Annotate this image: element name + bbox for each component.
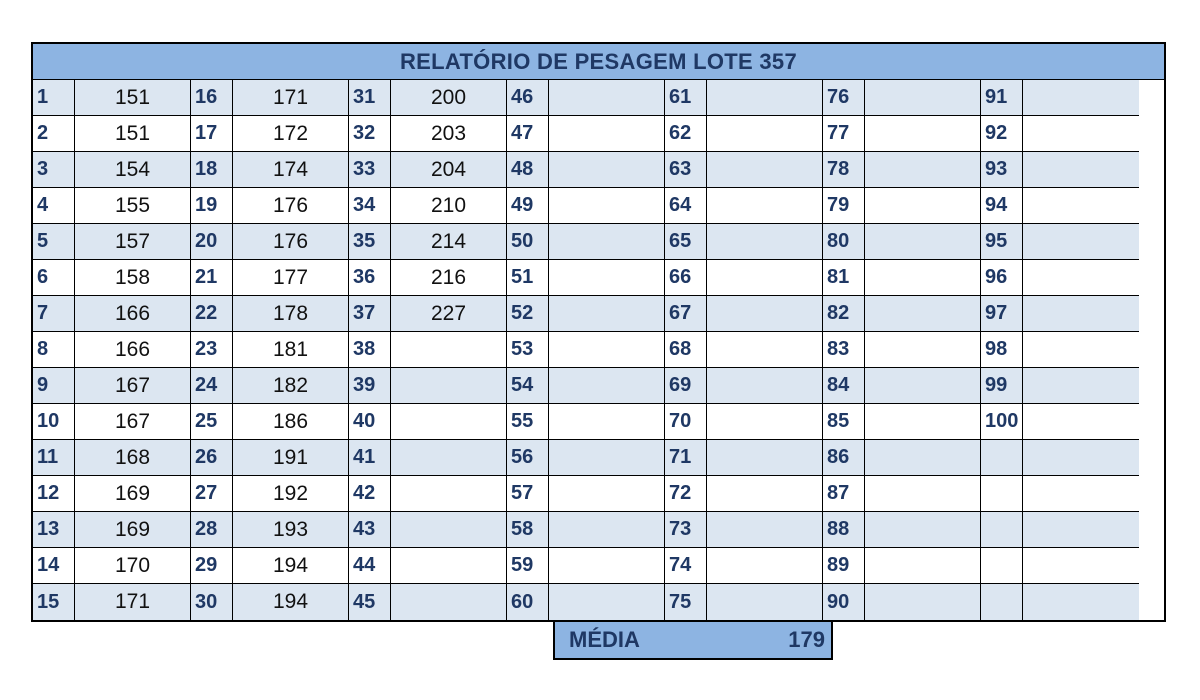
item-number <box>981 476 1023 512</box>
item-weight <box>1023 368 1139 404</box>
item-number: 79 <box>823 188 865 224</box>
item-number <box>981 548 1023 584</box>
item-weight: 204 <box>391 152 507 188</box>
item-weight <box>865 548 981 584</box>
item-weight: 174 <box>233 152 349 188</box>
item-weight <box>865 584 981 620</box>
item-weight <box>391 584 507 620</box>
weighing-report <box>31 42 1166 622</box>
item-number: 13 <box>33 512 75 548</box>
item-weight <box>391 548 507 584</box>
item-weight: 193 <box>233 512 349 548</box>
item-number: 27 <box>191 476 233 512</box>
item-number: 42 <box>349 476 391 512</box>
item-number: 31 <box>349 80 391 116</box>
item-weight: 170 <box>75 548 191 584</box>
item-number: 48 <box>507 152 549 188</box>
item-weight <box>549 224 665 260</box>
item-number: 16 <box>191 80 233 116</box>
item-weight: 177 <box>233 260 349 296</box>
item-number: 71 <box>665 440 707 476</box>
item-number: 21 <box>191 260 233 296</box>
item-number: 54 <box>507 368 549 404</box>
item-weight <box>707 548 823 584</box>
item-number: 47 <box>507 116 549 152</box>
item-weight <box>707 188 823 224</box>
item-number: 70 <box>665 404 707 440</box>
item-number: 6 <box>33 260 75 296</box>
item-number: 50 <box>507 224 549 260</box>
item-weight: 166 <box>75 332 191 368</box>
item-number: 66 <box>665 260 707 296</box>
item-number: 84 <box>823 368 865 404</box>
item-number: 1 <box>33 80 75 116</box>
item-weight: 169 <box>75 512 191 548</box>
item-weight <box>549 332 665 368</box>
item-weight: 194 <box>233 548 349 584</box>
item-weight <box>865 440 981 476</box>
item-number: 12 <box>33 476 75 512</box>
item-number: 9 <box>33 368 75 404</box>
item-weight <box>549 260 665 296</box>
item-number: 28 <box>191 512 233 548</box>
item-weight <box>549 548 665 584</box>
item-weight: 192 <box>233 476 349 512</box>
item-weight <box>1023 404 1139 440</box>
item-number: 37 <box>349 296 391 332</box>
item-weight <box>1023 584 1139 620</box>
item-number: 39 <box>349 368 391 404</box>
item-weight: 178 <box>233 296 349 332</box>
item-number: 59 <box>507 548 549 584</box>
item-weight: 154 <box>75 152 191 188</box>
item-number: 89 <box>823 548 865 584</box>
item-number: 94 <box>981 188 1023 224</box>
item-number: 64 <box>665 188 707 224</box>
item-weight <box>549 368 665 404</box>
item-number: 63 <box>665 152 707 188</box>
item-number: 10 <box>33 404 75 440</box>
item-number: 61 <box>665 80 707 116</box>
item-number: 23 <box>191 332 233 368</box>
item-weight <box>1023 224 1139 260</box>
item-number: 34 <box>349 188 391 224</box>
item-number: 96 <box>981 260 1023 296</box>
item-weight <box>707 368 823 404</box>
item-weight <box>865 80 981 116</box>
item-weight: 182 <box>233 368 349 404</box>
item-weight: 172 <box>233 116 349 152</box>
item-weight <box>865 188 981 224</box>
item-number: 43 <box>349 512 391 548</box>
item-weight <box>549 584 665 620</box>
item-weight <box>707 332 823 368</box>
item-weight <box>865 152 981 188</box>
average-box <box>553 620 833 660</box>
item-number: 17 <box>191 116 233 152</box>
item-weight: 171 <box>75 584 191 620</box>
item-weight: 169 <box>75 476 191 512</box>
item-number: 72 <box>665 476 707 512</box>
item-number: 65 <box>665 224 707 260</box>
item-weight: 166 <box>75 296 191 332</box>
item-number: 77 <box>823 116 865 152</box>
item-number: 80 <box>823 224 865 260</box>
item-number: 3 <box>33 152 75 188</box>
item-weight <box>707 116 823 152</box>
item-number: 32 <box>349 116 391 152</box>
item-number: 11 <box>33 440 75 476</box>
item-weight <box>1023 332 1139 368</box>
item-number: 53 <box>507 332 549 368</box>
item-weight <box>549 404 665 440</box>
item-weight <box>391 404 507 440</box>
item-number: 73 <box>665 512 707 548</box>
item-number: 93 <box>981 152 1023 188</box>
item-weight <box>865 512 981 548</box>
item-number: 78 <box>823 152 865 188</box>
item-weight: 151 <box>75 116 191 152</box>
item-number: 29 <box>191 548 233 584</box>
item-number <box>981 584 1023 620</box>
item-number: 18 <box>191 152 233 188</box>
item-weight <box>707 152 823 188</box>
item-number: 25 <box>191 404 233 440</box>
item-number: 83 <box>823 332 865 368</box>
item-weight <box>1023 80 1139 116</box>
item-weight <box>865 296 981 332</box>
item-weight: 216 <box>391 260 507 296</box>
item-weight <box>549 296 665 332</box>
item-number: 38 <box>349 332 391 368</box>
item-weight <box>391 440 507 476</box>
item-number: 24 <box>191 368 233 404</box>
item-weight <box>549 152 665 188</box>
item-weight: 168 <box>75 440 191 476</box>
item-number: 91 <box>981 80 1023 116</box>
item-weight <box>865 476 981 512</box>
item-number: 56 <box>507 440 549 476</box>
item-weight <box>865 368 981 404</box>
item-number: 26 <box>191 440 233 476</box>
item-weight <box>707 440 823 476</box>
item-number: 20 <box>191 224 233 260</box>
item-weight: 186 <box>233 404 349 440</box>
item-weight <box>865 224 981 260</box>
item-weight: 151 <box>75 80 191 116</box>
item-number <box>981 512 1023 548</box>
item-number: 8 <box>33 332 75 368</box>
item-weight <box>865 332 981 368</box>
item-number: 41 <box>349 440 391 476</box>
item-weight <box>1023 440 1139 476</box>
item-weight <box>1023 188 1139 224</box>
item-weight <box>549 512 665 548</box>
item-number: 90 <box>823 584 865 620</box>
item-weight: 167 <box>75 368 191 404</box>
item-number: 67 <box>665 296 707 332</box>
item-number: 88 <box>823 512 865 548</box>
item-number: 92 <box>981 116 1023 152</box>
item-number: 40 <box>349 404 391 440</box>
item-weight: 176 <box>233 188 349 224</box>
item-weight <box>391 512 507 548</box>
item-weight: 191 <box>233 440 349 476</box>
item-weight <box>707 224 823 260</box>
item-number: 82 <box>823 296 865 332</box>
item-weight: 158 <box>75 260 191 296</box>
item-weight <box>1023 152 1139 188</box>
item-number: 22 <box>191 296 233 332</box>
item-weight: 210 <box>391 188 507 224</box>
item-weight <box>391 476 507 512</box>
item-number: 15 <box>33 584 75 620</box>
item-number: 7 <box>33 296 75 332</box>
item-number: 4 <box>33 188 75 224</box>
item-weight <box>707 404 823 440</box>
item-number: 55 <box>507 404 549 440</box>
item-weight: 227 <box>391 296 507 332</box>
item-number: 86 <box>823 440 865 476</box>
item-weight: 181 <box>233 332 349 368</box>
item-number: 85 <box>823 404 865 440</box>
item-number: 19 <box>191 188 233 224</box>
item-weight <box>1023 296 1139 332</box>
item-number: 68 <box>665 332 707 368</box>
item-weight <box>549 116 665 152</box>
item-number: 52 <box>507 296 549 332</box>
item-weight <box>707 80 823 116</box>
average-value: 179 <box>788 627 825 652</box>
item-weight <box>865 404 981 440</box>
item-number: 2 <box>33 116 75 152</box>
item-weight <box>1023 548 1139 584</box>
item-weight <box>707 476 823 512</box>
item-weight: 155 <box>75 188 191 224</box>
item-weight <box>391 332 507 368</box>
report-title: RELATÓRIO DE PESAGEM LOTE 357 <box>31 42 1166 80</box>
item-number: 99 <box>981 368 1023 404</box>
item-weight: 200 <box>391 80 507 116</box>
item-number: 44 <box>349 548 391 584</box>
item-weight <box>707 260 823 296</box>
item-number <box>981 440 1023 476</box>
item-weight <box>1023 512 1139 548</box>
item-weight <box>865 260 981 296</box>
item-weight: 203 <box>391 116 507 152</box>
item-number: 95 <box>981 224 1023 260</box>
item-number: 5 <box>33 224 75 260</box>
item-number: 76 <box>823 80 865 116</box>
item-weight: 176 <box>233 224 349 260</box>
average-label: MÉDIA <box>569 627 640 652</box>
item-weight <box>1023 116 1139 152</box>
item-number: 58 <box>507 512 549 548</box>
item-number: 75 <box>665 584 707 620</box>
item-number: 57 <box>507 476 549 512</box>
item-number: 46 <box>507 80 549 116</box>
item-weight <box>865 116 981 152</box>
item-number: 14 <box>33 548 75 584</box>
item-weight: 194 <box>233 584 349 620</box>
item-number: 60 <box>507 584 549 620</box>
item-number: 81 <box>823 260 865 296</box>
item-weight <box>391 368 507 404</box>
item-number: 49 <box>507 188 549 224</box>
item-weight: 167 <box>75 404 191 440</box>
item-weight: 157 <box>75 224 191 260</box>
item-number: 45 <box>349 584 391 620</box>
item-weight: 171 <box>233 80 349 116</box>
item-weight <box>707 296 823 332</box>
item-weight <box>549 440 665 476</box>
item-weight <box>549 188 665 224</box>
item-number: 33 <box>349 152 391 188</box>
item-weight <box>707 584 823 620</box>
weights-grid <box>31 80 1166 622</box>
item-number: 51 <box>507 260 549 296</box>
item-number: 69 <box>665 368 707 404</box>
item-number: 87 <box>823 476 865 512</box>
item-number: 98 <box>981 332 1023 368</box>
item-number: 35 <box>349 224 391 260</box>
item-weight <box>1023 476 1139 512</box>
item-weight <box>707 512 823 548</box>
item-number: 100 <box>981 404 1023 440</box>
item-number: 97 <box>981 296 1023 332</box>
item-number: 36 <box>349 260 391 296</box>
item-weight: 214 <box>391 224 507 260</box>
item-number: 74 <box>665 548 707 584</box>
item-number: 30 <box>191 584 233 620</box>
item-weight <box>549 80 665 116</box>
item-weight <box>1023 260 1139 296</box>
item-weight <box>549 476 665 512</box>
item-number: 62 <box>665 116 707 152</box>
